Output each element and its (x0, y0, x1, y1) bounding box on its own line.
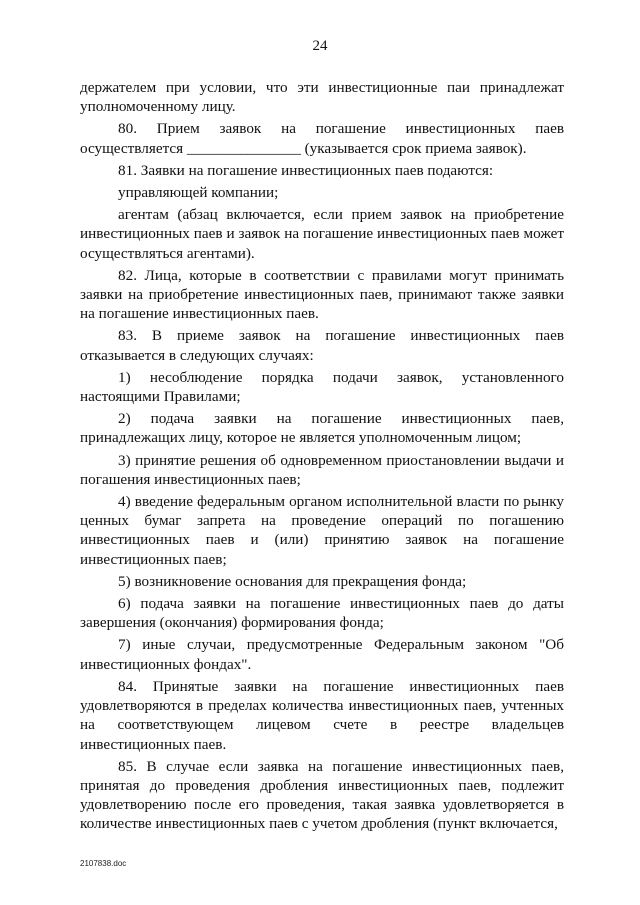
page-number: 24 (312, 38, 328, 54)
paragraph-83-item-7: 7) иные случаи, предусмотренные Федеральным законом "Об инвестиционных фондах". (80, 636, 564, 673)
paragraph-85: 85. В случае если заявка на погашение инвестиционных паев, принятая до проведения дробления инвестиционных паев, подлежит удовлетворению после его проведения, такая заявка удовлетворяется в количестве инвестиционных паев с учетом дробления (пункт включается, (80, 757, 564, 833)
paragraph-83: 83. В приеме заявок на погашение инвестиционных паев отказывается в следующих случаях: (80, 327, 564, 364)
paragraph-83-item-1: 1) несоблюдение порядка подачи заявок, установленного настоящими Правилами; (80, 368, 564, 406)
paragraph-continuation: держателем при условии, что эти инвестиционные паи принадлежат уполномоченному лицу. (80, 79, 564, 116)
paragraph-81-item-management-company: управляющей компании; (118, 184, 279, 202)
paragraph-81-item-agents: агентам (абзац включается, если прием заявок на приобретение инвестиционных паев и заявок на погашение инвестиционных паев может осуществляться агентами). (80, 206, 564, 262)
paragraph-82: 82. Лица, которые в соответствии с правилами могут принимать заявки на приобретение инвестиционных паев, принимают также заявки на погашение инвестиционных паев. (80, 266, 564, 323)
paragraph-80: 80. Прием заявок на погашение инвестиционных паев осуществляется _______________ (указывается срок приема заявок). (80, 120, 564, 157)
paragraph-83-item-4: 4) введение федеральным органом исполнительной власти по рынку ценных бумаг запрета на проведение операций по погашению инвестиционных паев и (или) принятию заявок на погашение инвестиционных паев; (80, 493, 564, 568)
paragraph-83-item-3: 3) принятие решения об одновременном приостановлении выдачи и погашения инвестиционных паев; (80, 451, 564, 488)
paragraph-81: 81. Заявки на погашение инвестиционных паев подаются: (118, 161, 494, 179)
paragraph-83-item-2: 2) подача заявки на погашение инвестиционных паев, принадлежащих лицу, которое не является уполномоченным лицом; (80, 410, 564, 447)
paragraph-84: 84. Принятые заявки на погашение инвестиционных паев удовлетворяются в пределах количества инвестиционных паев, учтенных на соответствующем лицевом счете в реестре владельцев инвестиционных паев. (80, 677, 564, 753)
paragraph-83-item-6: 6) подача заявки на погашение инвестиционных паев до даты завершения (окончания) формирования фонда; (80, 595, 564, 632)
footer-filename: 2107838.doc (80, 859, 127, 868)
paragraph-83-item-5: 5) возникновение основания для прекращения фонда; (118, 572, 467, 590)
document-body (80, 78, 564, 837)
